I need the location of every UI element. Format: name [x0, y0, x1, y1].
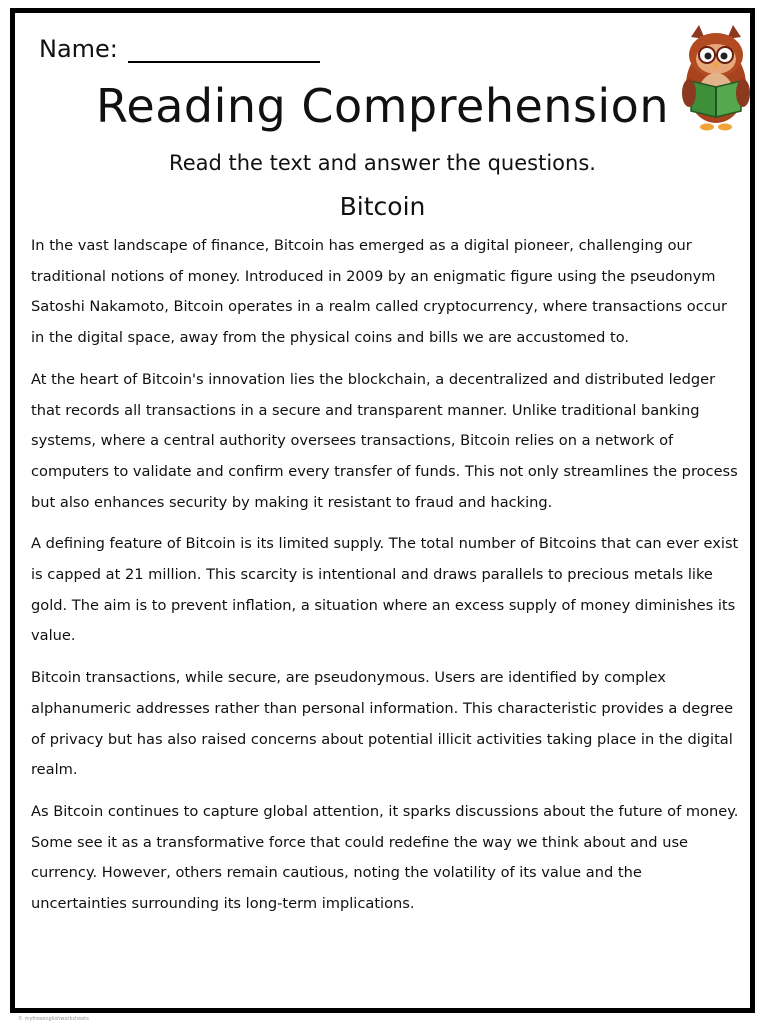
paragraph-4: Bitcoin transactions, while secure, are pseudonymous. Users are identified by complex alphanumeric addresses rather than personal information. This characteristic provides a degree of privacy but has also raised concerns about potential illicit activities taking place in the digital realm.	[31, 669, 734, 779]
paragraph-2: At the heart of Bitcoin's innovation lies the blockchain, a decentralized and distributed ledger that records all transactions in a secure and transparent manner. Unlike traditional banking systems, where a central authority oversees transactions, Bitcoin relies on a network of computers to validate and confirm every transfer of funds. This not only streamlines the process but also enhances security by making it resistant to fraud and hacking.	[31, 370, 738, 511]
instructions: Read the text and answer the questions.	[169, 151, 596, 175]
name-row	[39, 35, 320, 63]
name-field-line[interactable]	[128, 39, 320, 63]
page-title: Reading Comprehension	[96, 79, 669, 133]
passage-title: Bitcoin	[339, 192, 426, 221]
paragraph-5: As Bitcoin continues to capture global attention, it sparks discussions about the future of money. Some see it as a transformative force that could redefine the way we think about and use currency. However, others remain cautious, noting the volatility of its value and the uncertainties surrounding its long-term implications.	[31, 802, 739, 913]
paragraph-1: In the vast landscape of finance, Bitcoin has emerged as a digital pioneer, challenging our traditional notions of money. Introduced in 2009 by an enigmatic figure using the pseudonym Satoshi Nakamoto, Bitcoin operates in a realm called cryptocurrency, where transactions occur in the digital space, away from the physical coins and bills we are accustomed to.	[31, 237, 728, 347]
name-label: Name:	[39, 35, 118, 63]
passage-body	[31, 231, 739, 931]
footer-credit: © myfreeenglishworksheets	[18, 1016, 89, 1022]
worksheet-frame	[10, 8, 755, 1013]
owl-reading-book-icon	[677, 23, 755, 133]
paragraph-3: A defining feature of Bitcoin is its limited supply. The total number of Bitcoins that can ever exist is capped at 21 million. This scarcity is intentional and draws parallels to precious metals like gold. The aim is to prevent inflation, a situation where an excess supply of money diminishes its value.	[31, 535, 739, 645]
